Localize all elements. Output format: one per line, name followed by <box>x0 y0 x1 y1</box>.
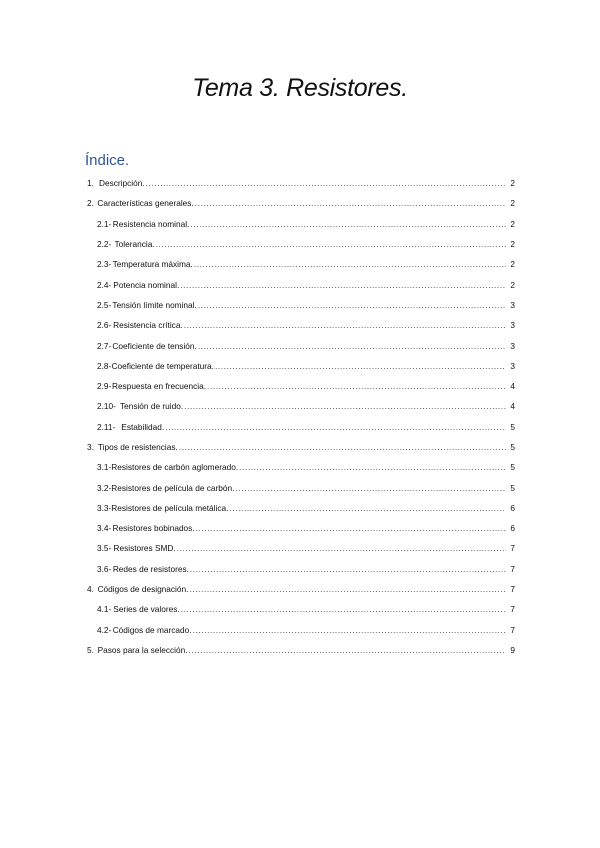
toc-entry-label: Coeficiente de temperatura. <box>111 360 214 371</box>
toc-entry-page: 6 <box>510 502 515 513</box>
toc-entry-label: Resistores SMD. <box>113 543 176 554</box>
toc-entry[interactable] <box>85 254 515 274</box>
toc-entry-number: 3. <box>87 442 94 452</box>
toc-entry-label: Resistores de carbón aglomerado. <box>111 462 239 473</box>
toc-entry-number: 3.5- <box>97 543 112 554</box>
toc-entry-number: 3.1- <box>97 462 112 473</box>
toc-dot-leader <box>207 381 506 391</box>
toc-entry-page: 3 <box>510 320 515 331</box>
toc-entry-number: 4.2- <box>97 624 112 635</box>
toc-dot-leader <box>179 442 506 452</box>
toc-entry-number: 2.10- <box>97 401 116 412</box>
toc-entry-label: Series de valores. <box>113 604 180 615</box>
toc-entry-label: Resistencia crítica. <box>113 320 183 331</box>
toc-entry[interactable] <box>85 417 515 437</box>
toc-entry-label: Potencia nominal. <box>113 279 180 290</box>
toc-entry[interactable] <box>85 295 515 315</box>
toc-dot-leader <box>190 219 506 229</box>
toc-entry-label: Pasos para la selección. <box>97 644 188 655</box>
toc-dot-leader <box>181 604 506 614</box>
toc-dot-leader <box>235 483 506 493</box>
toc-entry[interactable] <box>85 335 515 355</box>
toc-dot-leader <box>239 462 506 472</box>
toc-entry-page: 7 <box>510 624 515 635</box>
toc-entry[interactable] <box>85 396 515 416</box>
toc-entry-page: 2 <box>510 239 515 250</box>
toc-entry[interactable] <box>85 214 515 234</box>
toc-entry-page: 6 <box>510 523 515 534</box>
toc-entry[interactable] <box>85 437 515 457</box>
toc-entry-number: 3.6- <box>97 563 112 574</box>
toc-entry[interactable] <box>85 498 515 518</box>
toc-entry-label: Características generales. <box>97 198 194 209</box>
toc-entry-number: 3.3- <box>97 502 112 513</box>
toc-entry-number: 2.6- <box>97 320 112 331</box>
toc-entry-number: 2.8- <box>97 360 112 371</box>
toc-dot-leader <box>184 401 506 411</box>
toc-dot-leader <box>195 198 506 208</box>
toc-entry-page: 7 <box>510 543 515 554</box>
toc-entry-number: 2.9- <box>97 381 112 392</box>
table-of-contents <box>85 173 515 660</box>
toc-entry-label: Resistores de película de carbón. <box>111 482 235 493</box>
toc-dot-leader <box>190 564 506 574</box>
toc-entry-page: 2 <box>510 178 515 189</box>
document-title: Tema 3. Resistores. <box>192 74 408 102</box>
toc-entry[interactable] <box>85 376 515 396</box>
toc-entry-number: 2. <box>87 198 94 209</box>
toc-dot-leader <box>215 361 506 371</box>
toc-entry-number: 2.4- <box>97 279 112 290</box>
toc-entry-page: 7 <box>510 584 515 595</box>
toc-entry[interactable] <box>85 579 515 599</box>
toc-entry-page: 3 <box>510 299 515 310</box>
toc-entry-label: Tensión de ruido. <box>119 401 184 412</box>
toc-dot-leader <box>146 178 506 188</box>
toc-entry-page: 3 <box>510 340 515 351</box>
toc-entry-page: 5 <box>510 482 515 493</box>
toc-dot-leader <box>189 645 506 655</box>
toc-dot-leader <box>184 320 506 330</box>
toc-entry-label: Descripción. <box>99 178 145 189</box>
toc-entry-page: 2 <box>510 259 515 270</box>
toc-dot-leader <box>180 280 506 290</box>
toc-entry-page: 2 <box>510 279 515 290</box>
toc-entry-label: Respuesta en frecuencia. <box>111 381 207 392</box>
toc-entry[interactable] <box>85 457 515 477</box>
toc-dot-leader <box>194 259 506 269</box>
toc-entry-number: 2.1- <box>97 218 112 229</box>
toc-entry-label: Temperatura máxima. <box>112 259 193 270</box>
toc-entry-page: 3 <box>510 360 515 371</box>
toc-entry-label: Códigos de marcado. <box>112 624 192 635</box>
toc-entry-number: 4. <box>87 584 94 595</box>
toc-entry-number: 2.2- <box>97 239 112 250</box>
toc-entry-label: Resistencia nominal. <box>112 218 190 229</box>
toc-entry-label: Códigos de designación. <box>97 584 189 595</box>
toc-entry-label: Redes de resistores. <box>112 563 189 574</box>
toc-entry-page: 7 <box>510 563 515 574</box>
toc-dot-leader <box>189 584 506 594</box>
toc-entry[interactable] <box>85 518 515 538</box>
toc-entry-label: Tensión límite nominal. <box>112 299 197 310</box>
toc-entry[interactable] <box>85 193 515 213</box>
toc-entry[interactable] <box>85 640 515 660</box>
toc-entry[interactable] <box>85 173 515 193</box>
toc-dot-leader <box>198 341 506 351</box>
toc-entry-number: 3.2- <box>97 482 112 493</box>
toc-entry[interactable] <box>85 477 515 497</box>
toc-entry-number: 2.11- <box>97 421 116 432</box>
toc-heading: Índice. <box>85 152 130 169</box>
toc-entry-label: Estabilidad. <box>121 421 165 432</box>
toc-entry-page: 4 <box>510 401 515 412</box>
toc-entry-number: 2.5- <box>97 299 112 310</box>
toc-dot-leader <box>177 543 506 553</box>
toc-dot-leader <box>156 239 506 249</box>
toc-dot-leader <box>193 625 506 635</box>
toc-dot-leader <box>198 300 506 310</box>
toc-dot-leader <box>229 503 506 513</box>
toc-entry[interactable] <box>85 356 515 376</box>
toc-entry-number: 2.3- <box>97 259 112 270</box>
toc-entry-label: Coeficiente de tensión. <box>112 340 197 351</box>
toc-dot-leader <box>196 523 506 533</box>
toc-entry-label: Tolerancia. <box>114 239 155 250</box>
toc-entry[interactable] <box>85 274 515 294</box>
toc-entry[interactable] <box>85 315 515 335</box>
toc-entry-page: 4 <box>510 381 515 392</box>
toc-entry-number: 2.7- <box>97 340 112 351</box>
toc-entry-page: 5 <box>510 442 515 452</box>
toc-entry-page: 5 <box>510 462 515 473</box>
toc-entry[interactable] <box>85 599 515 619</box>
toc-entry-number: 1. <box>87 178 94 189</box>
toc-entry-page: 9 <box>510 644 515 655</box>
toc-entry-label: Tipos de resistencias. <box>97 442 178 452</box>
toc-entry-page: 7 <box>510 604 515 615</box>
toc-entry[interactable] <box>85 234 515 254</box>
toc-entry[interactable] <box>85 538 515 558</box>
toc-entry-page: 2 <box>510 198 515 209</box>
toc-entry-label: Resistores de película metálica. <box>111 502 229 513</box>
toc-entry-page: 2 <box>510 218 515 229</box>
toc-entry-page: 5 <box>510 421 515 432</box>
toc-entry[interactable] <box>85 620 515 640</box>
toc-entry-number: 3.4- <box>97 523 112 534</box>
toc-entry-label: Resistores bobinados. <box>112 523 195 534</box>
toc-entry-number: 4.1- <box>97 604 112 615</box>
toc-dot-leader <box>165 422 506 432</box>
toc-entry-number: 5. <box>87 644 94 655</box>
toc-entry[interactable] <box>85 559 515 579</box>
